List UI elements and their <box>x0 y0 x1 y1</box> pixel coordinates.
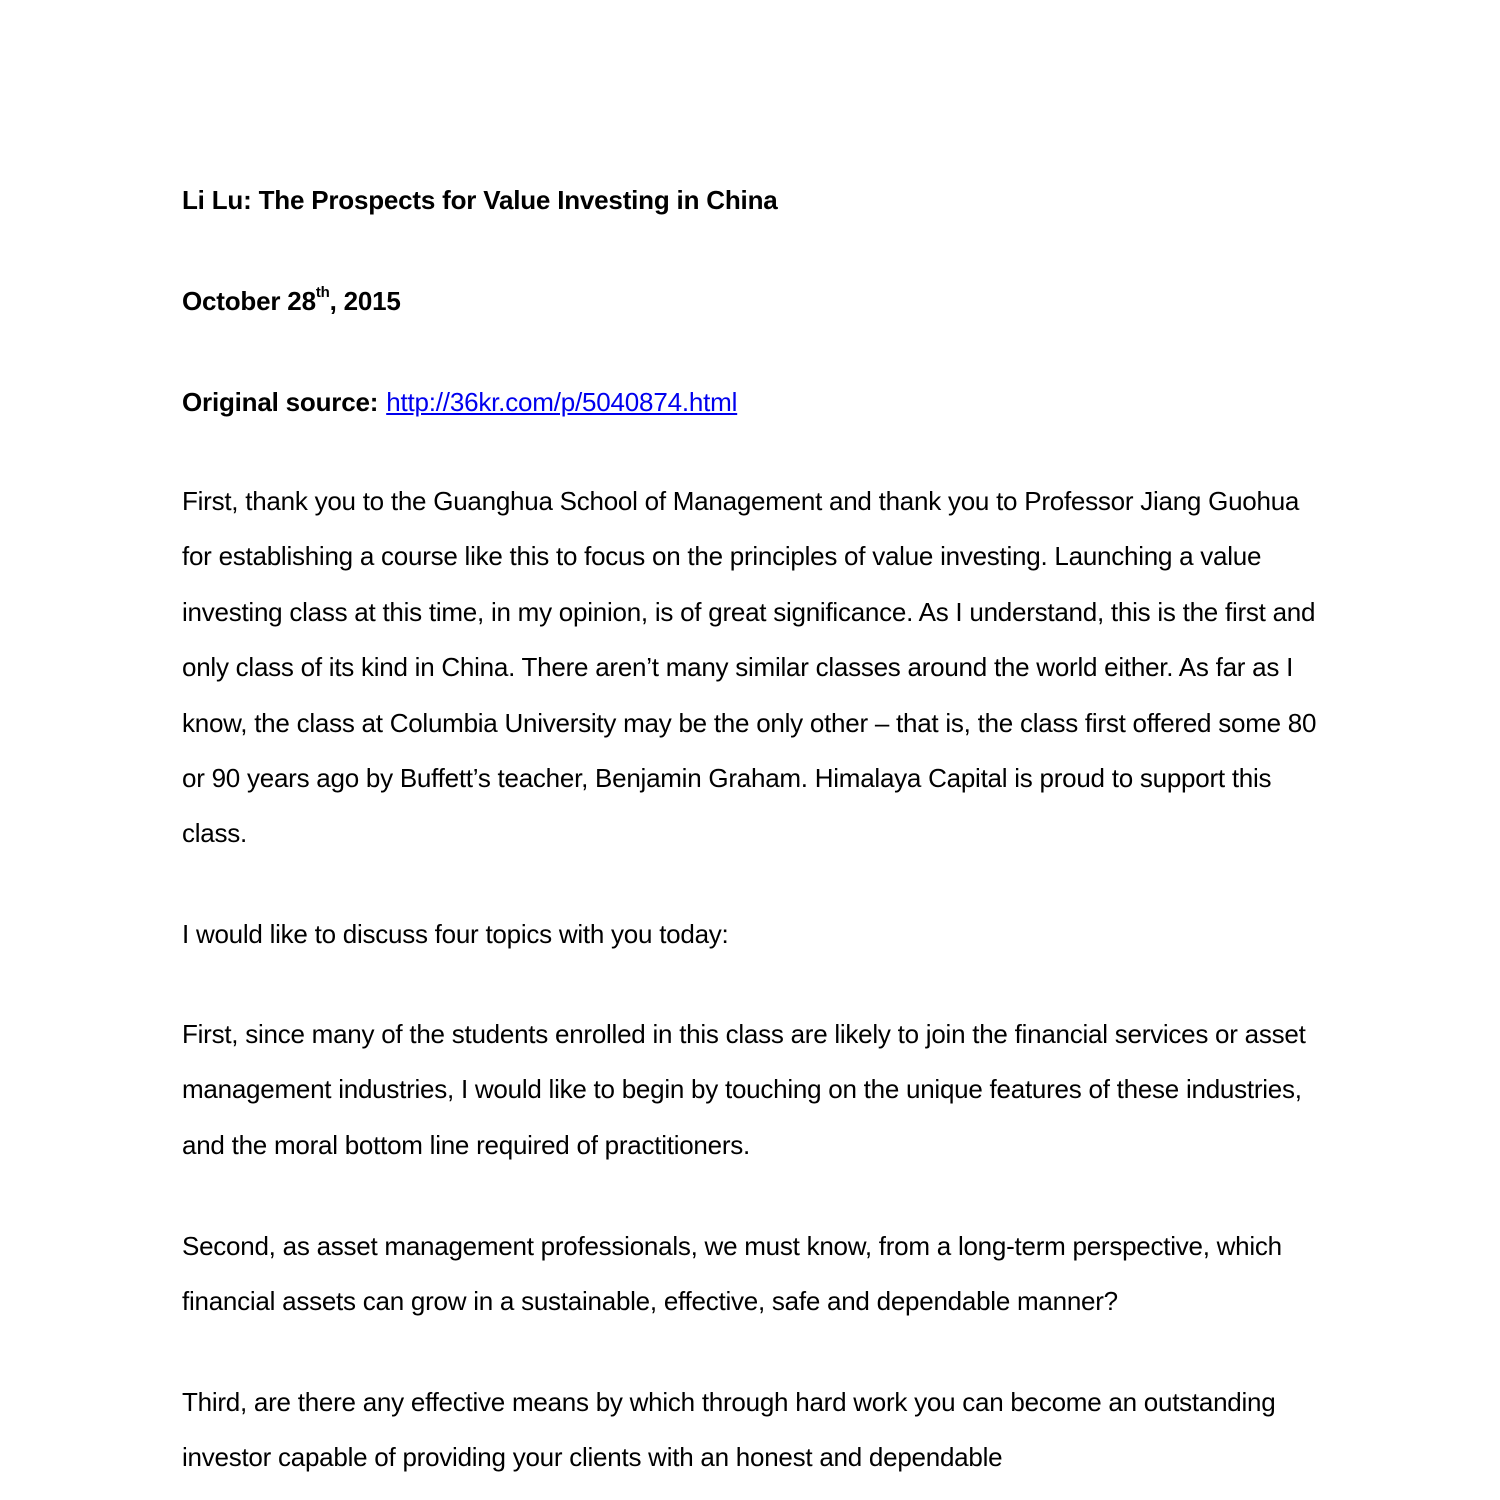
paragraph-topics-intro: I would like to discuss four topics with you today: <box>182 919 729 949</box>
date-text: October 28 <box>182 286 316 316</box>
date-superscript: th <box>315 284 330 302</box>
source-label: Original source: <box>182 387 379 417</box>
document-date <box>182 284 401 318</box>
paragraph-topic-two: Second, as asset management professionals, we must know, from a long-term perspective, which financial assets can grow in a sustainable, effective, safe and dependable manner? <box>182 1231 1282 1317</box>
source-link[interactable]: http://36kr.com/p/5040874.html <box>386 387 738 417</box>
paragraph-topic-three: Third, are there any effective means by which through hard work you can become an outstanding investor capable of providing your clients with an honest and dependable <box>182 1387 1276 1473</box>
source-line <box>182 385 737 419</box>
document-title: Li Lu: The Prospects for Value Investing in China <box>182 185 778 215</box>
paragraph-intro: First, thank you to the Guanghua School of Management and thank you to Professor Jiang Guohua for establishing a course like this to focus on the principles of value investing. Launching a value investing class at this time, in my opinion, is of great significance. As I understand, this is the first and only class of its kind in China. There aren’t many similar classes around the world either. As far as I know, the class at Columbia University may be the only other – that is, the class first offered some 80 or 90 years ago by Buffett’s teacher, Benjamin Graham. Himalaya Capital is proud to support this class. <box>182 486 1317 849</box>
paragraph-topic-one: First, since many of the students enrolled in this class are likely to join the financial services or asset management industries, I would like to begin by touching on the unique features of these industries, and the moral bottom line required of practitioners. <box>182 1019 1306 1160</box>
date-year: , 2015 <box>329 286 401 316</box>
